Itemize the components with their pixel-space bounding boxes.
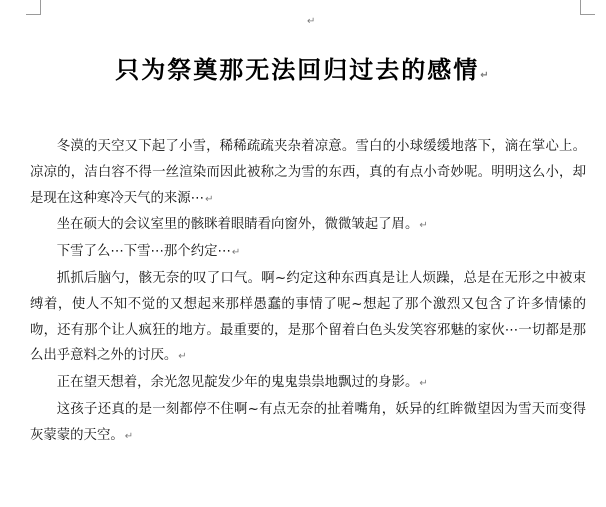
paragraph-text: 坐在硕大的会议室里的骸眯着眼睛看向窗外，微微皱起了眉。 (56, 217, 419, 233)
paragraph (30, 397, 586, 450)
document-title-text: 只为祭奠那无法回归过去的感情 (115, 55, 480, 84)
crop-mark-top-left (26, 0, 41, 15)
document-title[interactable] (0, 50, 606, 85)
document-body[interactable] (30, 134, 586, 450)
paragraph-mark: ↵ (205, 193, 214, 205)
paragraph-mark: ↵ (419, 220, 428, 232)
paragraph (30, 212, 586, 239)
paragraph-text: 这孩子还真的是一刻都停不住啊~有点无奈的扯着嘴角，妖异的红眸微望因为雪天而变得灰蒙蒙的天空。 (30, 401, 586, 443)
paragraph-mark: ↵ (178, 351, 187, 363)
paragraph-mark: ↵ (231, 247, 241, 259)
paragraph (30, 239, 586, 266)
paragraph (30, 134, 586, 212)
paragraph-text: 抓抓后脑勺，骸无奈的叹了口气。啊~约定这种东西真是让人烦躁，总是在无形之中被束缚着，使人不知不觉的又想起来那样愚蠢的事情了呢~想起了那个激烈又包含了许多情愫的吻，还有那个让人疯狂的地方。最重要的，是那个留着白色头发笑容邪魅的家伙⋯一切都是那么出乎意料之外的讨厌。 (30, 270, 586, 364)
crop-mark-top-right (580, 0, 595, 15)
paragraph-mark: ↵ (480, 70, 491, 81)
paragraph-mark: ↵ (307, 16, 316, 27)
paragraph-text: 正在望天想着，余光忽见靛发少年的鬼鬼祟祟地飘过的身影。 (56, 375, 419, 391)
paragraph-text: 下雪了么⋯下雪⋯那个约定⋯ (56, 244, 231, 260)
paragraph (30, 370, 586, 397)
paragraph-mark: ↵ (124, 430, 134, 442)
paragraph-mark: ↵ (419, 378, 428, 390)
paragraph (30, 266, 586, 370)
paragraph-text: 冬漠的天空又下起了小雪，稀稀疏疏夹杂着凉意。雪白的小球缓缓地落下，滴在掌心上。凉凉的，洁白容不得一丝渲染而因此被称之为雪的东西，真的有点小奇妙呢。明明这么小，却是现在这种寒冷天气的来源⋯ (30, 139, 586, 206)
